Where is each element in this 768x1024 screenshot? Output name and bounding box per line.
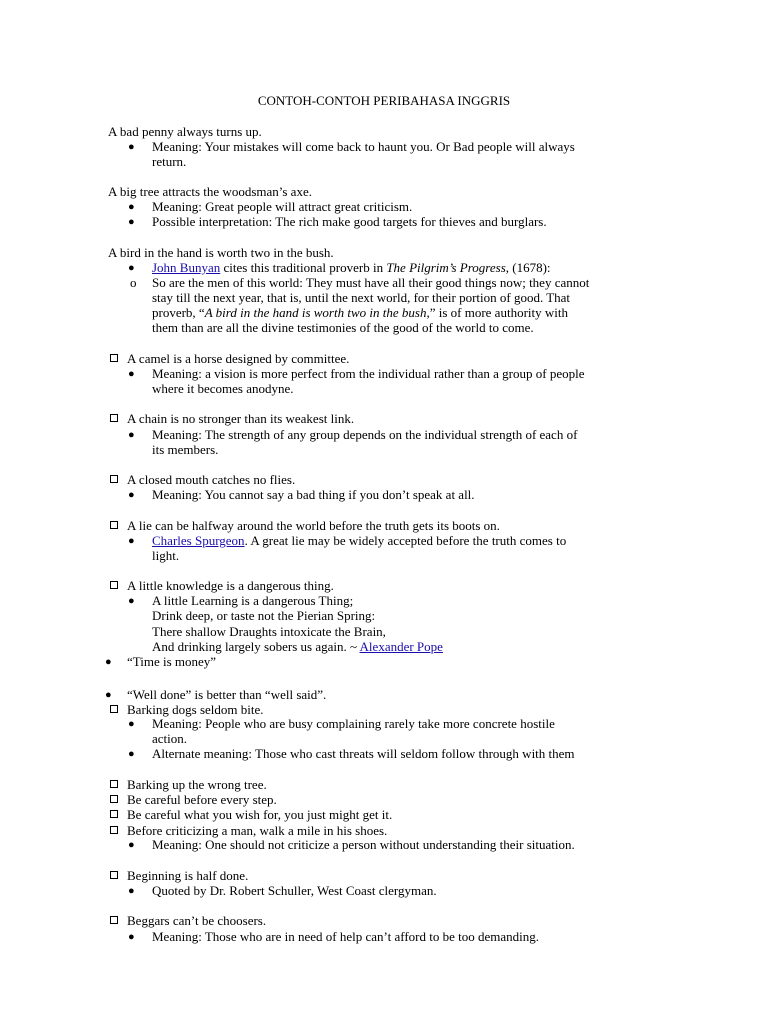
proverb-heading: “Time is money” (127, 654, 217, 669)
checkbox-icon (110, 871, 118, 879)
bullet-icon: ● (128, 368, 135, 380)
poem-line: Drink deep, or taste not the Pierian Spring: (152, 608, 376, 623)
bullet-icon: ● (105, 689, 112, 701)
checkbox-icon (110, 581, 118, 589)
proverb-heading: A bad penny always turns up. (108, 124, 262, 139)
meaning-text: Meaning: People who are busy complaining rarely take more concrete hostile (152, 716, 555, 731)
citation-text: John Bunyan cites this traditional proverb in The Pilgrim’s Progress, (1678): (152, 260, 551, 275)
proverb-heading: A little knowledge is a dangerous thing. (127, 578, 334, 593)
meaning-text: where it becomes anodyne. (152, 381, 294, 396)
bullet-icon: ● (105, 656, 112, 668)
meaning-text: Meaning: Your mistakes will come back to haunt you. Or Bad people will always (152, 139, 575, 154)
quote-text: So are the men of this world: They must have all their good things now; they cannot (152, 275, 590, 290)
bullet-icon: ● (128, 429, 135, 441)
proverb-heading: A lie can be halfway around the world before the truth gets its boots on. (127, 518, 500, 533)
proverb-heading: A camel is a horse designed by committee. (127, 351, 350, 366)
meaning-text: its members. (152, 442, 219, 457)
bullet-icon: ● (128, 216, 135, 228)
bullet-icon: ● (128, 201, 135, 213)
proverb-heading: “Well done” is better than “well said”. (127, 687, 327, 702)
meaning-text: light. (152, 548, 180, 563)
proverb-heading: Be careful before every step. (127, 792, 277, 807)
page-title: CONTOH-CONTOH PERIBAHASA INGGRIS (257, 93, 511, 108)
proverb-heading: Beginning is half done. (127, 868, 249, 883)
bullet-icon: ● (128, 718, 135, 730)
book-title: The Pilgrim’s Progress (386, 260, 506, 275)
quote-attribution: Quoted by Dr. Robert Schuller, West Coast clergyman. (152, 883, 437, 898)
quote-text: proverb, “A bird in the hand is worth two in the bush,” is of more authority with (152, 305, 568, 320)
proverb-heading: Barking dogs seldom bite. (127, 702, 264, 717)
meaning-text: Meaning: Great people will attract great criticism. (152, 199, 413, 214)
checkbox-icon (110, 705, 118, 713)
poem-line: There shallow Draughts intoxicate the Brain, (152, 624, 386, 639)
proverb-heading: A chain is no stronger than its weakest link. (127, 411, 355, 426)
proverb-heading: Before criticizing a man, walk a mile in his shoes. (127, 823, 388, 838)
checkbox-icon (110, 826, 118, 834)
proverb-heading: A bird in the hand is worth two in the bush. (108, 245, 334, 260)
meaning-text: Meaning: a vision is more perfect from the individual rather than a group of people (152, 366, 585, 381)
interpretation-text: Possible interpretation: The rich make good targets for thieves and burglars. (152, 214, 547, 229)
poem-line: A little Learning is a dangerous Thing; (152, 593, 354, 608)
checkbox-icon (110, 795, 118, 803)
proverb-heading: Barking up the wrong tree. (127, 777, 267, 792)
bullet-icon: ● (128, 931, 135, 943)
checkbox-icon (110, 810, 118, 818)
meaning-text: Alternate meaning: Those who cast threats will seldom follow through with them (152, 746, 575, 761)
meaning-text: action. (152, 731, 188, 746)
checkbox-icon (110, 475, 118, 483)
meaning-text: Meaning: Those who are in need of help can’t afford to be too demanding. (152, 929, 540, 944)
meaning-text: Meaning: You cannot say a bad thing if you don’t speak at all. (152, 487, 475, 502)
quote-text: them than are all the divine testimonies of the good of the world to come. (152, 320, 534, 335)
bullet-icon: ● (128, 489, 135, 501)
checkbox-icon (110, 521, 118, 529)
checkbox-icon (110, 414, 118, 422)
quote-text: stay till the next year, that is, until the next world, for their portion of good. That (152, 290, 571, 305)
bullet-icon: ● (128, 535, 135, 547)
proverb-heading: Be careful what you wish for, you just might get it. (127, 807, 393, 822)
bullet-icon: ● (128, 839, 135, 851)
checkbox-icon (110, 354, 118, 362)
john-bunyan-link[interactable]: John Bunyan (152, 260, 221, 275)
bullet-icon: ● (128, 885, 135, 897)
charles-spurgeon-link[interactable]: Charles Spurgeon (152, 533, 245, 548)
checkbox-icon (110, 780, 118, 788)
meaning-text: Meaning: The strength of any group depends on the individual strength of each of (152, 427, 578, 442)
bullet-icon: ● (128, 141, 135, 153)
bullet-icon: ● (128, 595, 135, 607)
bullet-icon: ● (128, 748, 135, 760)
meaning-text: Meaning: One should not criticize a person without understanding their situation. (152, 837, 575, 852)
proverb-heading: Beggars can’t be choosers. (127, 913, 267, 928)
meaning-text: Charles Spurgeon. A great lie may be widely accepted before the truth comes to (152, 533, 567, 548)
bullet-icon: ● (128, 262, 135, 274)
proverb-heading: A closed mouth catches no flies. (127, 472, 296, 487)
meaning-text: return. (152, 154, 187, 169)
proverb-heading: A big tree attracts the woodsman’s axe. (108, 184, 312, 199)
poem-line: And drinking largely sobers us again. ~ Alexander Pope (152, 639, 443, 654)
checkbox-icon (110, 916, 118, 924)
circle-bullet-icon: o (130, 275, 137, 290)
alexander-pope-link[interactable]: Alexander Pope (359, 639, 443, 654)
